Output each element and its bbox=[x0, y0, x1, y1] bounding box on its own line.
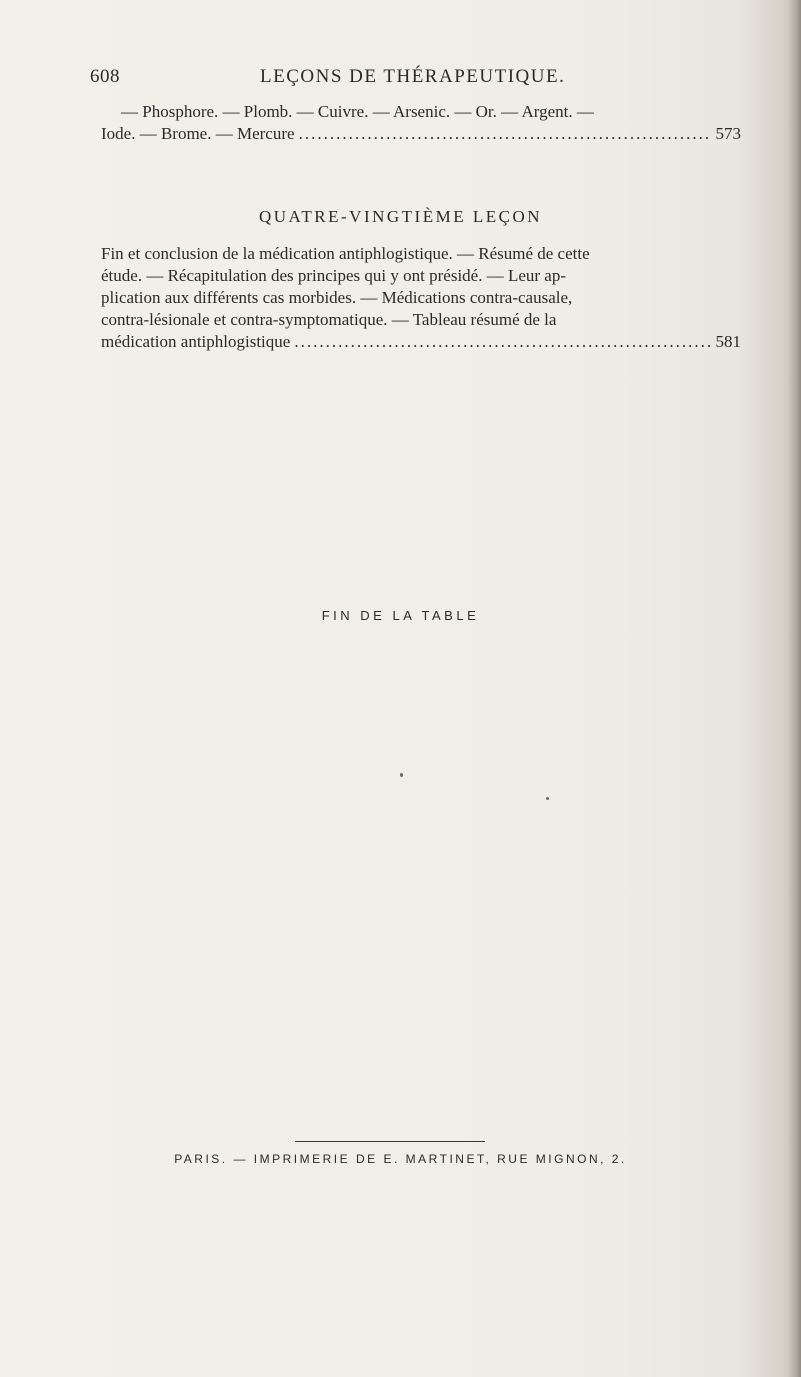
dot-leader bbox=[294, 331, 711, 353]
toc-entry bbox=[101, 243, 741, 353]
toc-entry-text: contra-lésionale et contra-symptomatique. — Tableau résumé de la bbox=[101, 310, 557, 329]
lecon-heading: QUATRE-VINGTIÈME LEÇON bbox=[258, 207, 543, 226]
toc-entry-line bbox=[101, 265, 741, 287]
toc-entry-text: Fin et conclusion de la médication antiphlogistique. — Résumé de cette bbox=[101, 244, 590, 263]
toc-entry-line bbox=[101, 331, 741, 353]
ink-speck bbox=[400, 773, 403, 777]
toc-entry-text: — Phosphore. — Plomb. — Cuivre. — Arsenic. — Or. — Argent. — bbox=[121, 102, 594, 121]
toc-entry-line bbox=[101, 123, 741, 145]
toc-entry bbox=[101, 101, 741, 145]
toc-page-number: 573 bbox=[715, 124, 741, 143]
toc-entry-text: Iode. — Brome. — Mercure bbox=[101, 124, 295, 143]
printer-imprint: PARIS. — IMPRIMERIE DE E. MARTINET, RUE MIGNON, 2. bbox=[174, 1152, 627, 1166]
toc-entry-line bbox=[101, 287, 741, 309]
running-title: LEÇONS DE THÉRAPEUTIQUE. bbox=[260, 66, 566, 87]
ink-speck bbox=[546, 797, 549, 800]
dot-leader bbox=[299, 123, 712, 145]
toc-entry-line bbox=[121, 101, 741, 123]
toc-entry-line bbox=[101, 309, 741, 331]
page-header bbox=[90, 66, 730, 96]
end-of-table-label: FIN DE LA TABLE bbox=[321, 608, 480, 623]
toc-entry-text: plication aux différents cas morbides. — Médications contra-causale, bbox=[101, 288, 573, 307]
page-number: 608 bbox=[90, 66, 120, 87]
toc-entry-line bbox=[101, 243, 741, 265]
toc-page-number: 581 bbox=[715, 332, 741, 351]
toc-entry-text: médication antiphlogistique bbox=[101, 332, 291, 351]
divider-rule bbox=[295, 1141, 485, 1142]
toc-entry-text: étude. — Récapitulation des principes qui y ont présidé. — Leur ap- bbox=[101, 266, 567, 285]
